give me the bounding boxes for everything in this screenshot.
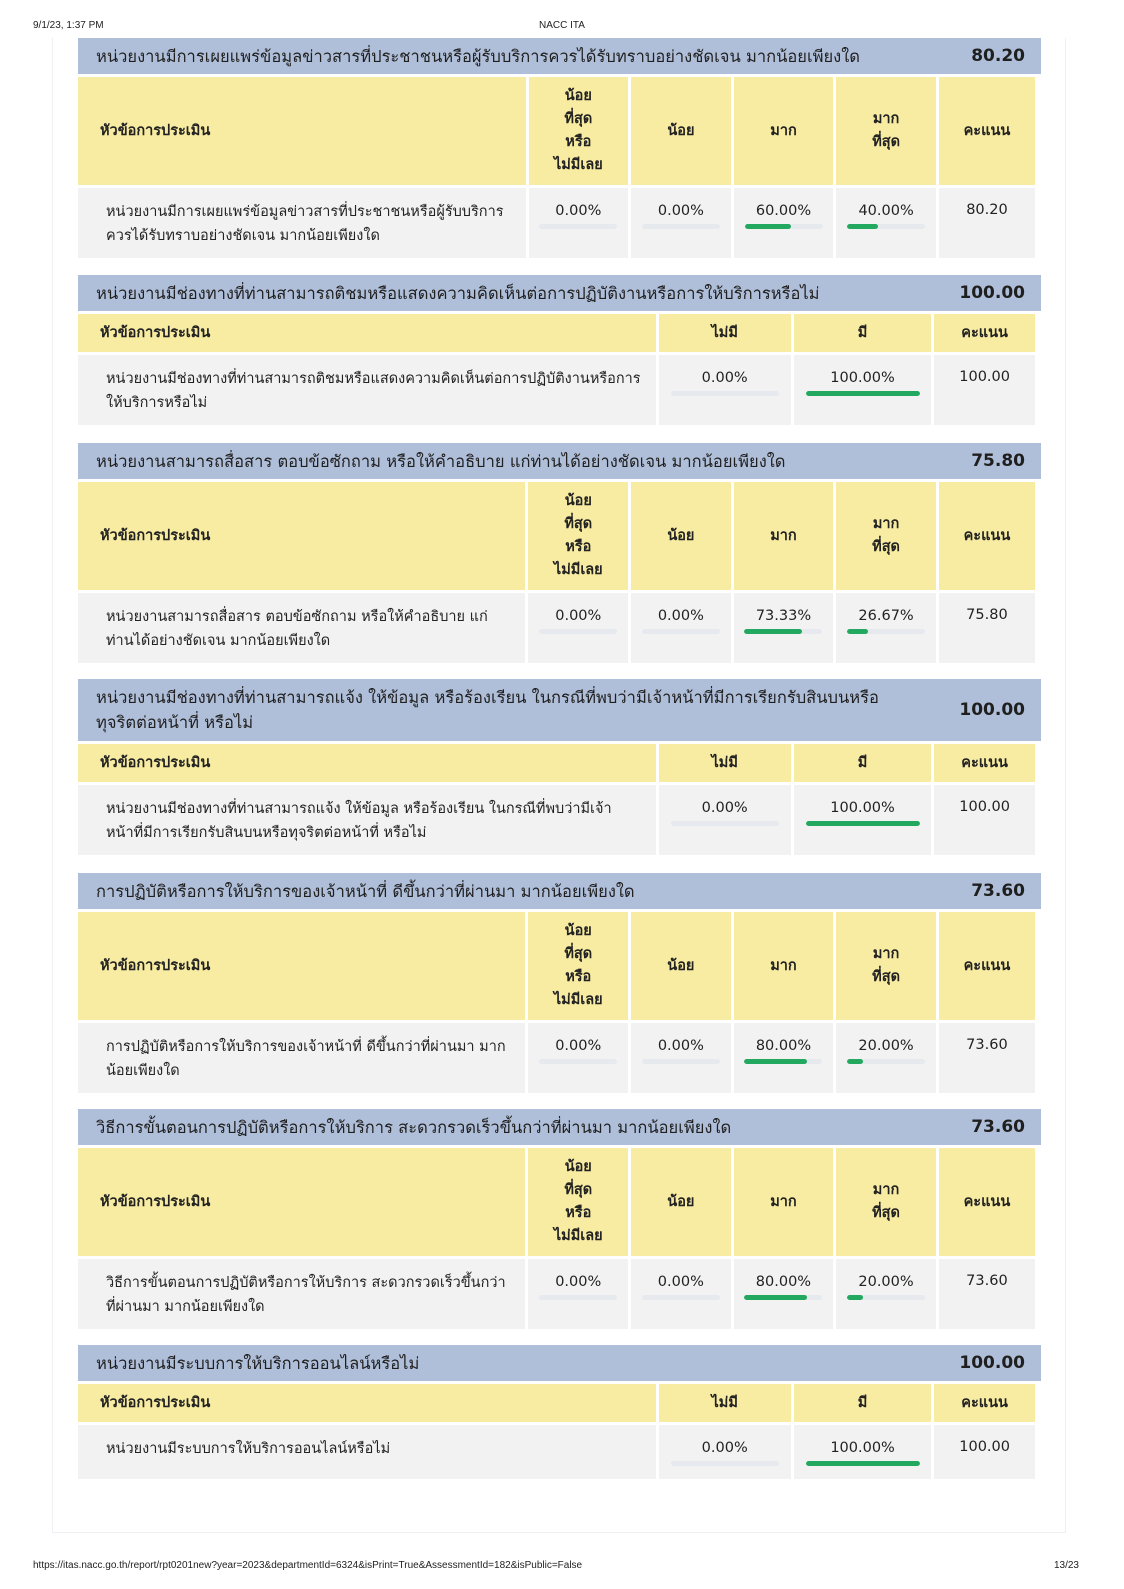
col-score: คะแนน — [939, 482, 1035, 590]
progress-bar — [539, 1059, 617, 1064]
col-most — [836, 482, 936, 590]
col-much: มาก — [734, 1148, 834, 1256]
table-row — [78, 1259, 1035, 1329]
pct-value: 0.00% — [657, 608, 704, 624]
section-title: หน่วยงานมีช่องทางที่ท่านสามารถแจ้ง ให้ข้อมูล หรือร้องเรียน ในกรณีที่พบว่ามีเจ้าหน้าที่มีการเรียกรับสินบนหรือทุจริตต่อหน้าที่ หรือไม่ — [96, 688, 879, 732]
table-row — [78, 1425, 1035, 1479]
row-score: 100.00 — [934, 1425, 1035, 1479]
progress-fill — [806, 1461, 920, 1466]
progress-fill — [806, 821, 920, 826]
col-score: คะแนน — [939, 77, 1035, 185]
row-topic: วิธีการขั้นตอนการปฏิบัติหรือการให้บริการ สะดวกรวดเร็วขึ้นกว่าที่ผ่านมา มากน้อยเพียงใด — [78, 1259, 525, 1329]
col-topic: หัวข้อการประเมิน — [78, 314, 656, 352]
cell-much — [734, 188, 834, 258]
pct-value: 0.00% — [657, 203, 704, 219]
progress-fill — [847, 224, 878, 229]
pct-value: 26.67% — [858, 608, 914, 624]
pct-value: 20.00% — [858, 1274, 914, 1290]
col-topic: หัวข้อการประเมิน — [78, 482, 525, 590]
col-score: คะแนน — [934, 744, 1035, 782]
col-most-label: มาก ที่สุด — [872, 111, 901, 150]
progress-bar — [744, 1295, 822, 1300]
progress-bar — [847, 1295, 925, 1300]
cell-most — [836, 1023, 936, 1093]
col-least-label: น้อย ที่สุด หรือ ไม่มีเลย — [553, 1159, 603, 1244]
print-url: https://itas.nacc.go.th/report/rpt0201new?year=2023&departmentId=6324&isPrint=True&AssessmentId=182&isPublic=False — [33, 1560, 583, 1571]
section-title: หน่วยงานสามารถสื่อสาร ตอบข้อซักถาม หรือให้คำอธิบาย แก่ท่านได้อย่างชัดเจน มากน้อยเพียงใด — [96, 451, 786, 471]
col-least — [528, 1148, 628, 1256]
col-score: คะแนน — [934, 1384, 1035, 1422]
pct-value: 0.00% — [701, 370, 748, 386]
col-least-label: น้อย ที่สุด หรือ ไม่มีเลย — [553, 923, 603, 1008]
section-header — [78, 1345, 1041, 1381]
col-most — [836, 912, 936, 1020]
section-header — [78, 275, 1041, 311]
cell-most — [836, 593, 936, 663]
evaluation-table — [75, 311, 1038, 428]
cell-no — [659, 355, 791, 425]
cell-no — [659, 785, 791, 855]
section-header — [78, 679, 1041, 741]
progress-fill — [847, 1059, 863, 1064]
table-row — [78, 593, 1035, 663]
pct-value: 0.00% — [555, 1274, 602, 1290]
cell-little — [631, 188, 731, 258]
col-score: คะแนน — [934, 314, 1035, 352]
cell-least — [529, 188, 629, 258]
section-title: วิธีการขั้นตอนการปฏิบัติหรือการให้บริการ สะดวกรวดเร็วขึ้นกว่าที่ผ่านมา มากน้อยเพียงใด — [96, 1117, 732, 1137]
row-score: 73.60 — [939, 1023, 1035, 1093]
section-score: 73.60 — [971, 881, 1025, 901]
progress-bar — [539, 629, 617, 634]
row-score: 100.00 — [934, 355, 1035, 425]
print-site-title: NACC ITA — [539, 20, 585, 31]
cell-much — [734, 1259, 834, 1329]
table-row — [78, 188, 1035, 258]
cell-little — [631, 1259, 731, 1329]
evaluation-table — [75, 741, 1038, 858]
progress-bar — [847, 1059, 925, 1064]
section-score: 80.20 — [971, 46, 1025, 66]
pct-value: 0.00% — [555, 203, 602, 219]
cell-little — [631, 1023, 731, 1093]
table-row — [78, 1023, 1035, 1093]
section-title: หน่วยงานมีการเผยแพร่ข้อมูลข่าวสารที่ประชาชนหรือผู้รับบริการควรได้รับทราบอย่างชัดเจน มากน้อยเพียงใด — [96, 46, 860, 66]
row-topic: การปฏิบัติหรือการให้บริการของเจ้าหน้าที่ ดีขึ้นกว่าที่ผ่านมา มากน้อยเพียงใด — [78, 1023, 525, 1093]
table-row — [78, 785, 1035, 855]
col-topic: หัวข้อการประเมิน — [78, 1148, 525, 1256]
progress-bar — [671, 391, 779, 396]
section-title: หน่วยงานมีระบบการให้บริการออนไลน์หรือไม่ — [96, 1353, 420, 1373]
col-much: มาก — [734, 912, 834, 1020]
col-no: ไม่มี — [659, 314, 791, 352]
pct-value: 20.00% — [858, 1038, 914, 1054]
progress-fill — [744, 629, 801, 634]
progress-bar — [642, 224, 720, 229]
progress-bar — [806, 1461, 920, 1466]
col-little: น้อย — [631, 912, 731, 1020]
section-score: 75.80 — [971, 451, 1025, 471]
row-topic: หน่วยงานมีระบบการให้บริการออนไลน์หรือไม่ — [78, 1425, 656, 1479]
col-yes: มี — [794, 744, 931, 782]
section-header — [78, 38, 1041, 74]
progress-fill — [806, 391, 920, 396]
cell-least — [528, 1259, 628, 1329]
cell-most — [836, 1259, 936, 1329]
col-least — [528, 482, 628, 590]
progress-bar — [847, 629, 925, 634]
pct-value: 0.00% — [555, 1038, 602, 1054]
cell-least — [528, 1023, 628, 1093]
section-header — [78, 1109, 1041, 1145]
pct-value: 100.00% — [830, 800, 895, 816]
evaluation-table — [75, 1145, 1038, 1332]
col-least — [528, 912, 628, 1020]
row-topic: หน่วยงานมีช่องทางที่ท่านสามารถแจ้ง ให้ข้อมูล หรือร้องเรียน ในกรณีที่พบว่ามีเจ้าหน้าที่มีการเรียกรับสินบนหรือทุจริตต่อหน้าที่ หรือไม่ — [78, 785, 656, 855]
progress-fill — [745, 224, 792, 229]
cell-yes — [794, 1425, 931, 1479]
row-score: 73.60 — [939, 1259, 1035, 1329]
col-most — [836, 77, 936, 185]
progress-bar — [642, 1295, 720, 1300]
col-score: คะแนน — [939, 912, 1035, 1020]
progress-bar — [642, 629, 720, 634]
section-title: การปฏิบัติหรือการให้บริการของเจ้าหน้าที่ ดีขึ้นกว่าที่ผ่านมา มากน้อยเพียงใด — [96, 881, 635, 901]
evaluation-table — [75, 479, 1038, 666]
evaluation-table — [75, 1381, 1038, 1482]
pct-value: 100.00% — [830, 370, 895, 386]
col-topic: หัวข้อการประเมิน — [78, 912, 525, 1020]
cell-yes — [794, 785, 931, 855]
row-topic: หน่วยงานมีช่องทางที่ท่านสามารถติชมหรือแสดงความคิดเห็นต่อการปฏิบัติงานหรือการให้บริการหรือไม่ — [78, 355, 656, 425]
cell-much — [734, 1023, 834, 1093]
col-most-label: มาก ที่สุด — [872, 516, 900, 555]
pct-value: 80.00% — [755, 1038, 812, 1054]
col-least — [529, 77, 629, 185]
pct-value: 73.33% — [755, 608, 812, 624]
col-topic: หัวข้อการประเมิน — [78, 744, 656, 782]
print-header — [0, 0, 1124, 36]
print-datetime: 9/1/23, 1:37 PM — [33, 20, 104, 31]
cell-little — [631, 593, 731, 663]
cell-no — [659, 1425, 791, 1479]
print-footer — [0, 1560, 1124, 1580]
section-header — [78, 443, 1041, 479]
col-little: น้อย — [631, 1148, 731, 1256]
progress-fill — [847, 1295, 863, 1300]
progress-bar — [539, 1295, 617, 1300]
pct-value: 0.00% — [701, 800, 748, 816]
cell-least — [528, 593, 628, 663]
pct-value: 60.00% — [755, 203, 812, 219]
col-yes: มี — [794, 314, 931, 352]
section-score: 100.00 — [959, 700, 1025, 720]
pct-value: 0.00% — [555, 608, 602, 624]
pct-value: 80.00% — [755, 1274, 812, 1290]
cell-much — [734, 593, 834, 663]
progress-bar — [744, 629, 822, 634]
progress-bar — [806, 821, 920, 826]
evaluation-table — [75, 74, 1038, 261]
progress-fill — [744, 1295, 806, 1300]
pct-value: 0.00% — [657, 1038, 704, 1054]
col-no: ไม่มี — [659, 1384, 791, 1422]
col-most-label: มาก ที่สุด — [872, 946, 900, 985]
col-no: ไม่มี — [659, 744, 791, 782]
section-score: 100.00 — [959, 1353, 1025, 1373]
col-most — [836, 1148, 936, 1256]
col-yes: มี — [794, 1384, 931, 1422]
print-page-number: 13/23 — [1053, 1560, 1079, 1571]
cell-yes — [794, 355, 931, 425]
col-topic: หัวข้อการประเมิน — [78, 1384, 656, 1422]
col-little: น้อย — [631, 77, 731, 185]
evaluation-table — [75, 909, 1038, 1096]
table-row — [78, 355, 1035, 425]
progress-bar — [806, 391, 920, 396]
progress-fill — [744, 1059, 806, 1064]
progress-bar — [642, 1059, 720, 1064]
progress-bar — [539, 224, 617, 229]
progress-bar — [745, 224, 823, 229]
pct-value: 0.00% — [701, 1440, 748, 1456]
section-score: 100.00 — [959, 283, 1025, 303]
col-little: น้อย — [631, 482, 731, 590]
pct-value: 40.00% — [858, 203, 914, 219]
col-least-label: น้อย ที่สุด หรือ ไม่มีเลย — [553, 88, 603, 173]
row-topic: หน่วยงานมีการเผยแพร่ข้อมูลข่าวสารที่ประชาชนหรือผู้รับบริการควรได้รับทราบอย่างชัดเจน มากน้อยเพียงใด — [78, 188, 526, 258]
col-score: คะแนน — [939, 1148, 1035, 1256]
row-score: 80.20 — [939, 188, 1035, 258]
section-score: 73.60 — [971, 1117, 1025, 1137]
pct-value: 100.00% — [830, 1440, 895, 1456]
row-score: 100.00 — [934, 785, 1035, 855]
progress-bar — [671, 821, 779, 826]
progress-fill — [847, 629, 868, 634]
col-much: มาก — [734, 482, 834, 590]
cell-most — [836, 188, 936, 258]
col-much: มาก — [734, 77, 834, 185]
pct-value: 0.00% — [657, 1274, 704, 1290]
progress-bar — [671, 1461, 779, 1466]
progress-bar — [744, 1059, 822, 1064]
section-title: หน่วยงานมีช่องทางที่ท่านสามารถติชมหรือแสดงความคิดเห็นต่อการปฏิบัติงานหรือการให้บริการหรือไม่ — [96, 283, 820, 303]
row-score: 75.80 — [939, 593, 1035, 663]
col-topic: หัวข้อการประเมิน — [78, 77, 526, 185]
col-most-label: มาก ที่สุด — [872, 1182, 900, 1221]
progress-bar — [847, 224, 925, 229]
section-header — [78, 873, 1041, 909]
col-least-label: น้อย ที่สุด หรือ ไม่มีเลย — [553, 493, 603, 578]
row-topic: หน่วยงานสามารถสื่อสาร ตอบข้อซักถาม หรือให้คำอธิบาย แก่ท่านได้อย่างชัดเจน มากน้อยเพียงใด — [78, 593, 525, 663]
